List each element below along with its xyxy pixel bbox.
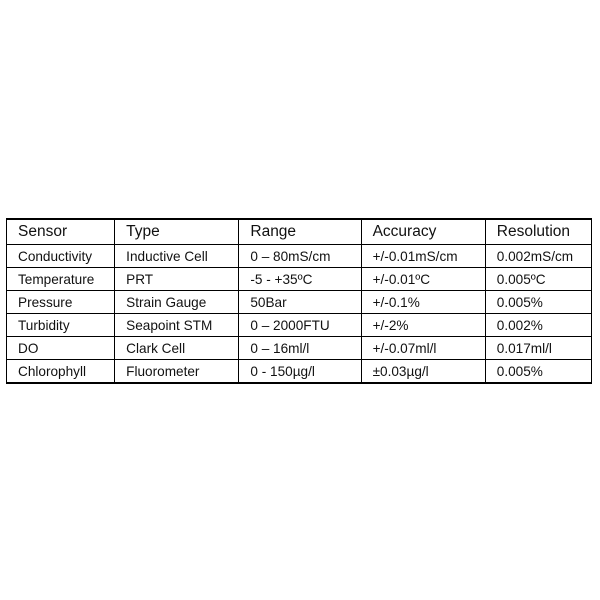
table-body [7, 245, 592, 384]
cell-type: Clark Cell [115, 337, 239, 360]
cell-resolution: 0.005% [485, 291, 591, 314]
cell-sensor: DO [7, 337, 115, 360]
cell-type: Seapoint STM [115, 314, 239, 337]
sensor-specifications-table [6, 218, 592, 384]
table-row [7, 268, 592, 291]
cell-sensor: Chlorophyll [7, 360, 115, 384]
cell-range: 0 – 2000FTU [239, 314, 361, 337]
cell-type: Strain Gauge [115, 291, 239, 314]
cell-accuracy: +/-2% [361, 314, 485, 337]
cell-type: Inductive Cell [115, 245, 239, 268]
table-header [7, 219, 592, 245]
cell-accuracy: +/-0.1% [361, 291, 485, 314]
cell-sensor: Conductivity [7, 245, 115, 268]
cell-resolution: 0.005% [485, 360, 591, 384]
cell-resolution: 0.002mS/cm [485, 245, 591, 268]
cell-accuracy: ±0.03µg/l [361, 360, 485, 384]
cell-type: PRT [115, 268, 239, 291]
header-row [7, 219, 592, 245]
table-row [7, 291, 592, 314]
cell-accuracy: +/-0.01ºC [361, 268, 485, 291]
cell-resolution: 0.017ml/l [485, 337, 591, 360]
header-accuracy: Accuracy [361, 219, 485, 245]
header-sensor: Sensor [7, 219, 115, 245]
cell-sensor: Turbidity [7, 314, 115, 337]
header-resolution: Resolution [485, 219, 591, 245]
cell-resolution: 0.002% [485, 314, 591, 337]
cell-range: 0 – 80mS/cm [239, 245, 361, 268]
cell-range: 50Bar [239, 291, 361, 314]
cell-range: 0 - 150µg/l [239, 360, 361, 384]
cell-sensor: Temperature [7, 268, 115, 291]
cell-range: -5 - +35ºC [239, 268, 361, 291]
table-row [7, 360, 592, 384]
cell-resolution: 0.005ºC [485, 268, 591, 291]
cell-range: 0 – 16ml/l [239, 337, 361, 360]
header-range: Range [239, 219, 361, 245]
cell-type: Fluorometer [115, 360, 239, 384]
cell-accuracy: +/-0.07ml/l [361, 337, 485, 360]
header-type: Type [115, 219, 239, 245]
cell-sensor: Pressure [7, 291, 115, 314]
table-row [7, 314, 592, 337]
cell-accuracy: +/-0.01mS/cm [361, 245, 485, 268]
table-row [7, 245, 592, 268]
table-row [7, 337, 592, 360]
